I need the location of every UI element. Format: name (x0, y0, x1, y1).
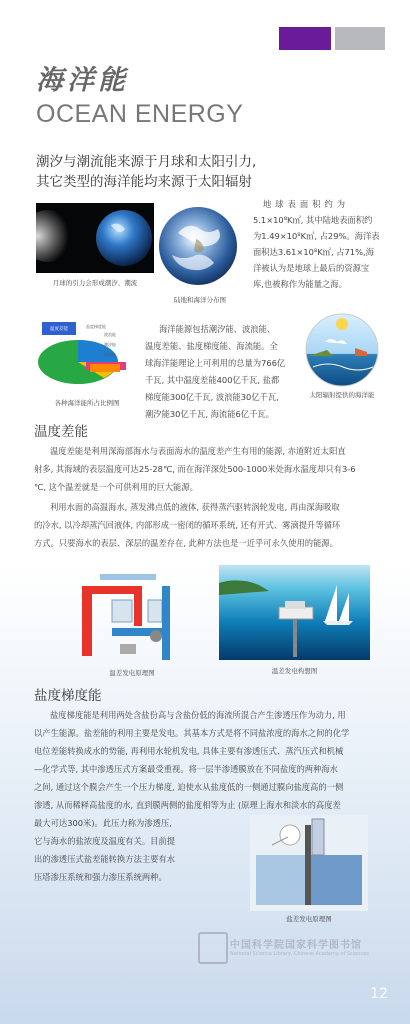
page-number: 12 (370, 986, 388, 1002)
accent-bar-purple (279, 27, 331, 50)
chart-label-temp: 温度差能 (50, 327, 68, 332)
energy-share-chart (34, 318, 140, 396)
caption-temp-principle: 温差发电原理图 (109, 669, 155, 677)
moon-earth-image (36, 203, 154, 273)
section-title-temp: 温度差能 (34, 424, 88, 440)
temp-paragraph-2: 利用水面的高温海水, 蒸发沸点低的液体, 获得蒸汽驱转涡轮发电, 再由深海吸取 的冷水, 以冷却蒸汽回液体, 内部形成一密闭的循环系统, 还有开式、雾滴提升等循环 方式。只要海水的表层、深层的温差存在, 此种方法也是一近乎可永久使用的能源。 (34, 502, 341, 548)
page-title-cn: 海洋能 (36, 65, 129, 96)
salinity-principle-diagram (250, 815, 368, 911)
chart-label-wave: 波浪能 (104, 332, 116, 337)
lead-heading: 潮汐与潮流能来源于月球和太阳引力, 其它类型的海洋能均来源于太阳辐射 (36, 154, 257, 190)
solar-ocean-image (303, 312, 381, 388)
caption-temp-plant: 温差发电构想图 (271, 667, 318, 675)
caption-moon-earth: 月球的引力会形成潮汐、潮流 (52, 279, 138, 287)
earth-area-paragraph: 地球表面积约为 5.1×10⁸K㎡, 其中陆地表面积约 为1.49×10⁸K㎡, 占29%。海洋表 面积达3.61×10⁸K㎡, 占71%,海 洋被认为是地球上最后的资源宝 库,也被称作为能量之海。 (253, 199, 380, 289)
chart-label-tidal: 潮汐能 (104, 342, 116, 347)
temp-plant-image (219, 565, 370, 660)
library-logo (198, 932, 228, 964)
salinity-paragraph: 盐度梯度能是利用两处含盐份高与含盐份低的海流所混合产生渗透压作为动力, 用 以产生能源。盐差能的利用主要是发电。其基本方式是将不同盐浓度的海水之间的化学 电位差能转换成水的势能, 再利用水轮机发电, 具体主要有渗透压式、蒸汽压式和机械 —化学式等, 其中渗透压式方案最受重视。将一层半渗透膜放在不同盐度的两种海水 之间, 通过这个膜会产生一个压力梯度, 迫使水从盐度低的一侧通过膜向盐度高的一侧 渗透, 从而稀释高盐度的水, 直到膜两侧的盐度相等为止 (原理上海水和淡水的高度差 (34, 710, 350, 810)
caption-salinity-principle: 盐差发电原理图 (286, 915, 332, 923)
chart-label-current: 海流能 (104, 352, 116, 357)
ocean-energy-paragraph: 海洋能源包括潮汐能、波浪能、 温度差能、盐度梯度能、海流能。全 球海洋能理论上可利用的总量为766亿 千瓦, 其中温度差能400亿千瓦, 盐都 梯度能300亿千瓦, 波浪能30亿千瓦, 潮汐能30亿千瓦, 海流能6亿千瓦。 (145, 324, 286, 419)
accent-bar-gray (335, 27, 385, 50)
caption-land-sea: 陆地和海洋分布图 (174, 296, 226, 304)
library-name-cn: 中国科学院国家科学图书馆 (230, 940, 362, 951)
caption-energy-share: 各种海洋能所占比例图 (54, 399, 120, 407)
chart-label-salinity: 盐度梯度能 (86, 324, 106, 329)
pie-slice-current (90, 364, 120, 372)
caption-solar-ocean: 太阳辐射提供的海洋能 (309, 391, 375, 399)
library-name-en: National Science Library, Chinese Academy of Sciences (230, 951, 369, 957)
section-title-salinity: 盐度梯度能 (34, 688, 102, 704)
page-title-en: OCEAN ENERGY (36, 100, 244, 128)
salinity-paragraph-short: 最大可达300米)。此压力称为渗透压, 它与海水的盐浓度及温度有关。目前提 出的渗透压式盐差能转换方法主要有水 压塔渗压系统和强力渗压系统两种。 (34, 818, 176, 882)
land-sea-image (158, 203, 238, 289)
temp-paragraph-1: 温度差能是利用深海部海水与表面海水的温度差产生有用的能源, 赤道附近太阳直 射多, 其海域的表层温度可达25-28℃, 而在海洋深处500-1000米处海水温度却只有3-6 ℃, 这个温差就是一个可供利用的巨大能源。 (34, 446, 356, 492)
temp-principle-diagram (72, 566, 192, 664)
